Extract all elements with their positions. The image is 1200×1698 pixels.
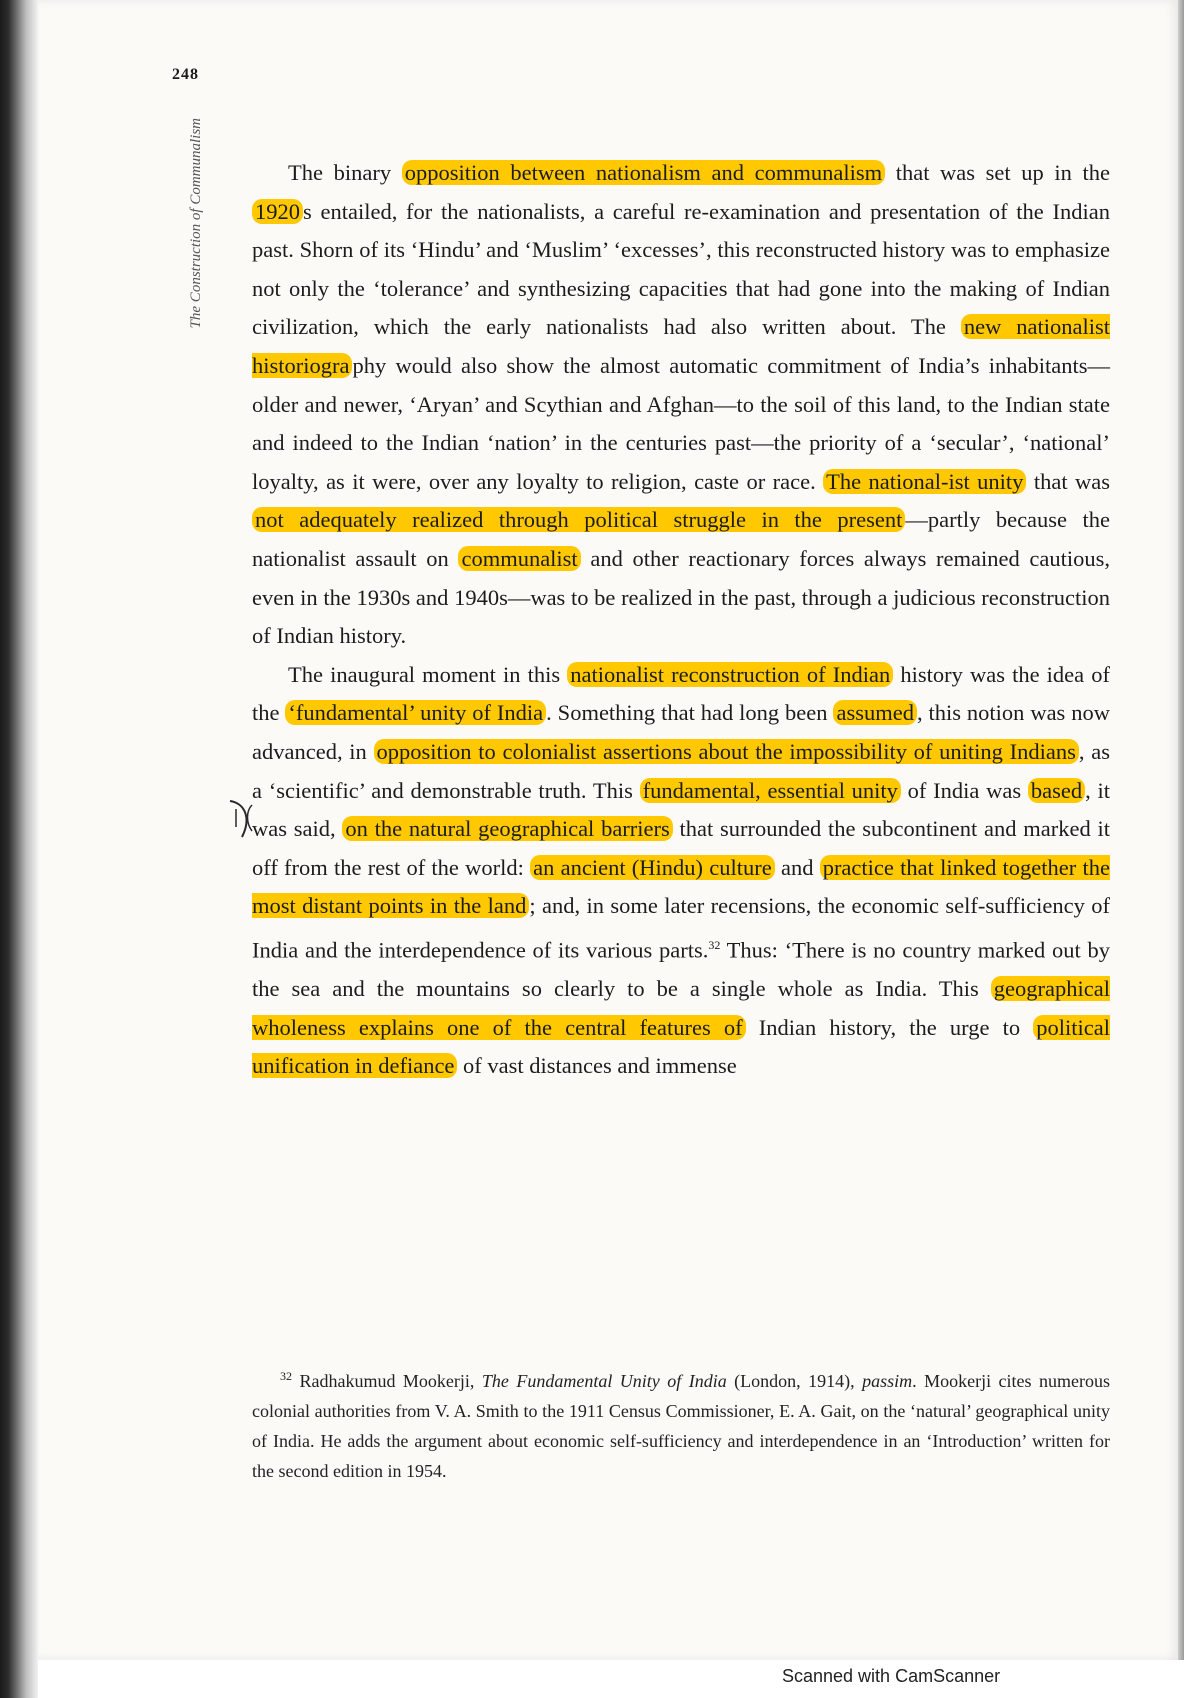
footnote-text: . Mookerji cites numerous colonial authorities from V. A. Smith to the 1911 Census Commissioner, E. A. Gait, on the ‘natural’ geographical unity of India. He adds the argument about economic self-sufficiency and interdependence in an ‘Introduction’ written for the second edition in 1954. [252,1371,1110,1481]
text-run: ; and, in some later recensions, the economic self-sufficiency of India and the interdependence of its various parts. [252,893,1110,963]
footnote-author: Radhakumud Mookerji, [292,1371,482,1391]
highlight: assumed [833,700,917,725]
text-run: The binary [288,160,402,185]
highlight: political unification in defiance [252,1014,1110,1079]
body-text [252,154,1110,1086]
highlight: based [1028,778,1085,803]
highlight: opposition between nationalism and communalism [402,160,885,185]
highlight: fundamental, essential unity [640,778,901,803]
highlight: nationalist reconstruction of Indian [567,662,893,687]
highlight: The national-ist unity [823,469,1026,494]
page-edge [1178,0,1184,1660]
page-number: 248 [172,66,199,83]
text-run: Indian history, the urge to [745,1014,1034,1040]
highlight: an ancient (Hindu) culture [530,855,775,880]
footnote-book-title: The Fundamental Unity of India [481,1371,727,1391]
highlight: on the natural geographical barriers [342,816,672,841]
highlight: ‘fundamental’ unity of India [285,700,546,725]
text-run: The inaugural moment in this [288,661,568,687]
footnote-number: 32 [280,1369,292,1383]
scanner-watermark: Scanned with CamScanner [782,1666,1001,1686]
running-head: The Construction of Communalism [188,118,204,329]
text-run: and other reactionary forces always remained cautious, even in the 1930s and 1940s—was to be realized in the past, through a judicious reconstruction of Indian history. [252,545,1110,649]
text-run: Thus: ‘There is no country marked out by the sea and the mountains so clearly to be a single whole as India. This [252,937,1110,1001]
text-run: and [774,854,820,880]
highlight: new nationalist historiogra [252,314,1110,378]
paragraph-1 [252,154,1110,656]
footnote-32 [252,1361,1110,1486]
text-run: that was set up in the [885,160,1110,185]
text-run: , it was said, [252,777,1110,842]
text-run: phy would also show the almost automatic commitment of India’s inhabitants—older and newer, ‘Aryan’ and Scythian and Afghan—to the soil of this land, to the Indian state and indeed to the Indian ‘nation’ in the centuries past—the priority of a ‘secular’, ‘national’ loyalty, as it were, over any loyalty to religion, caste or race. [252,352,1110,494]
text-run: that surrounded the subcontinent and marked it off from the rest of the world: [252,816,1110,880]
paragraph-2 [252,656,1110,1086]
text-run: that was [1026,468,1111,494]
highlight: practice that linked together the most distant points in the land [252,854,1110,919]
highlight: 1920 [252,199,303,224]
text-run: , as a ‘scientific’ and demonstrable truth. This [252,738,1110,803]
footnote-passim: passim [862,1371,913,1391]
highlight: communalist [458,546,580,571]
text-run: . Something that had long been [546,700,834,726]
text-run: s entailed, for the nationalists, a careful re-examination and presentation of the Indian past. Shorn of its ‘Hindu’ and ‘Muslim’ ‘excesses’, this reconstructed history was to emphasize not only the ‘tolerance’ and synthesizing capacities that had gone into the making of Indian civilization, which the early nationalists had also written about. The [252,198,1110,340]
highlight: opposition to colonialist assertions about the impossibility of uniting Indians [374,739,1079,764]
book-spine-shadow [0,0,38,1698]
text-run: , this notion was now advanced, in [252,700,1110,764]
highlight: geographical wholeness explains one of the central features of [252,975,1110,1040]
footnote-reference: 32 [708,937,721,952]
text-run: of vast distances and immense [457,1053,737,1079]
text-run: —partly because the nationalist assault on [252,507,1110,571]
text-run: history was the idea of the [252,661,1110,726]
footnote-publication: (London, 1914), [726,1371,863,1391]
highlight: not adequately realized through political struggle in the present [252,507,905,532]
text-run: of India was [900,777,1028,803]
